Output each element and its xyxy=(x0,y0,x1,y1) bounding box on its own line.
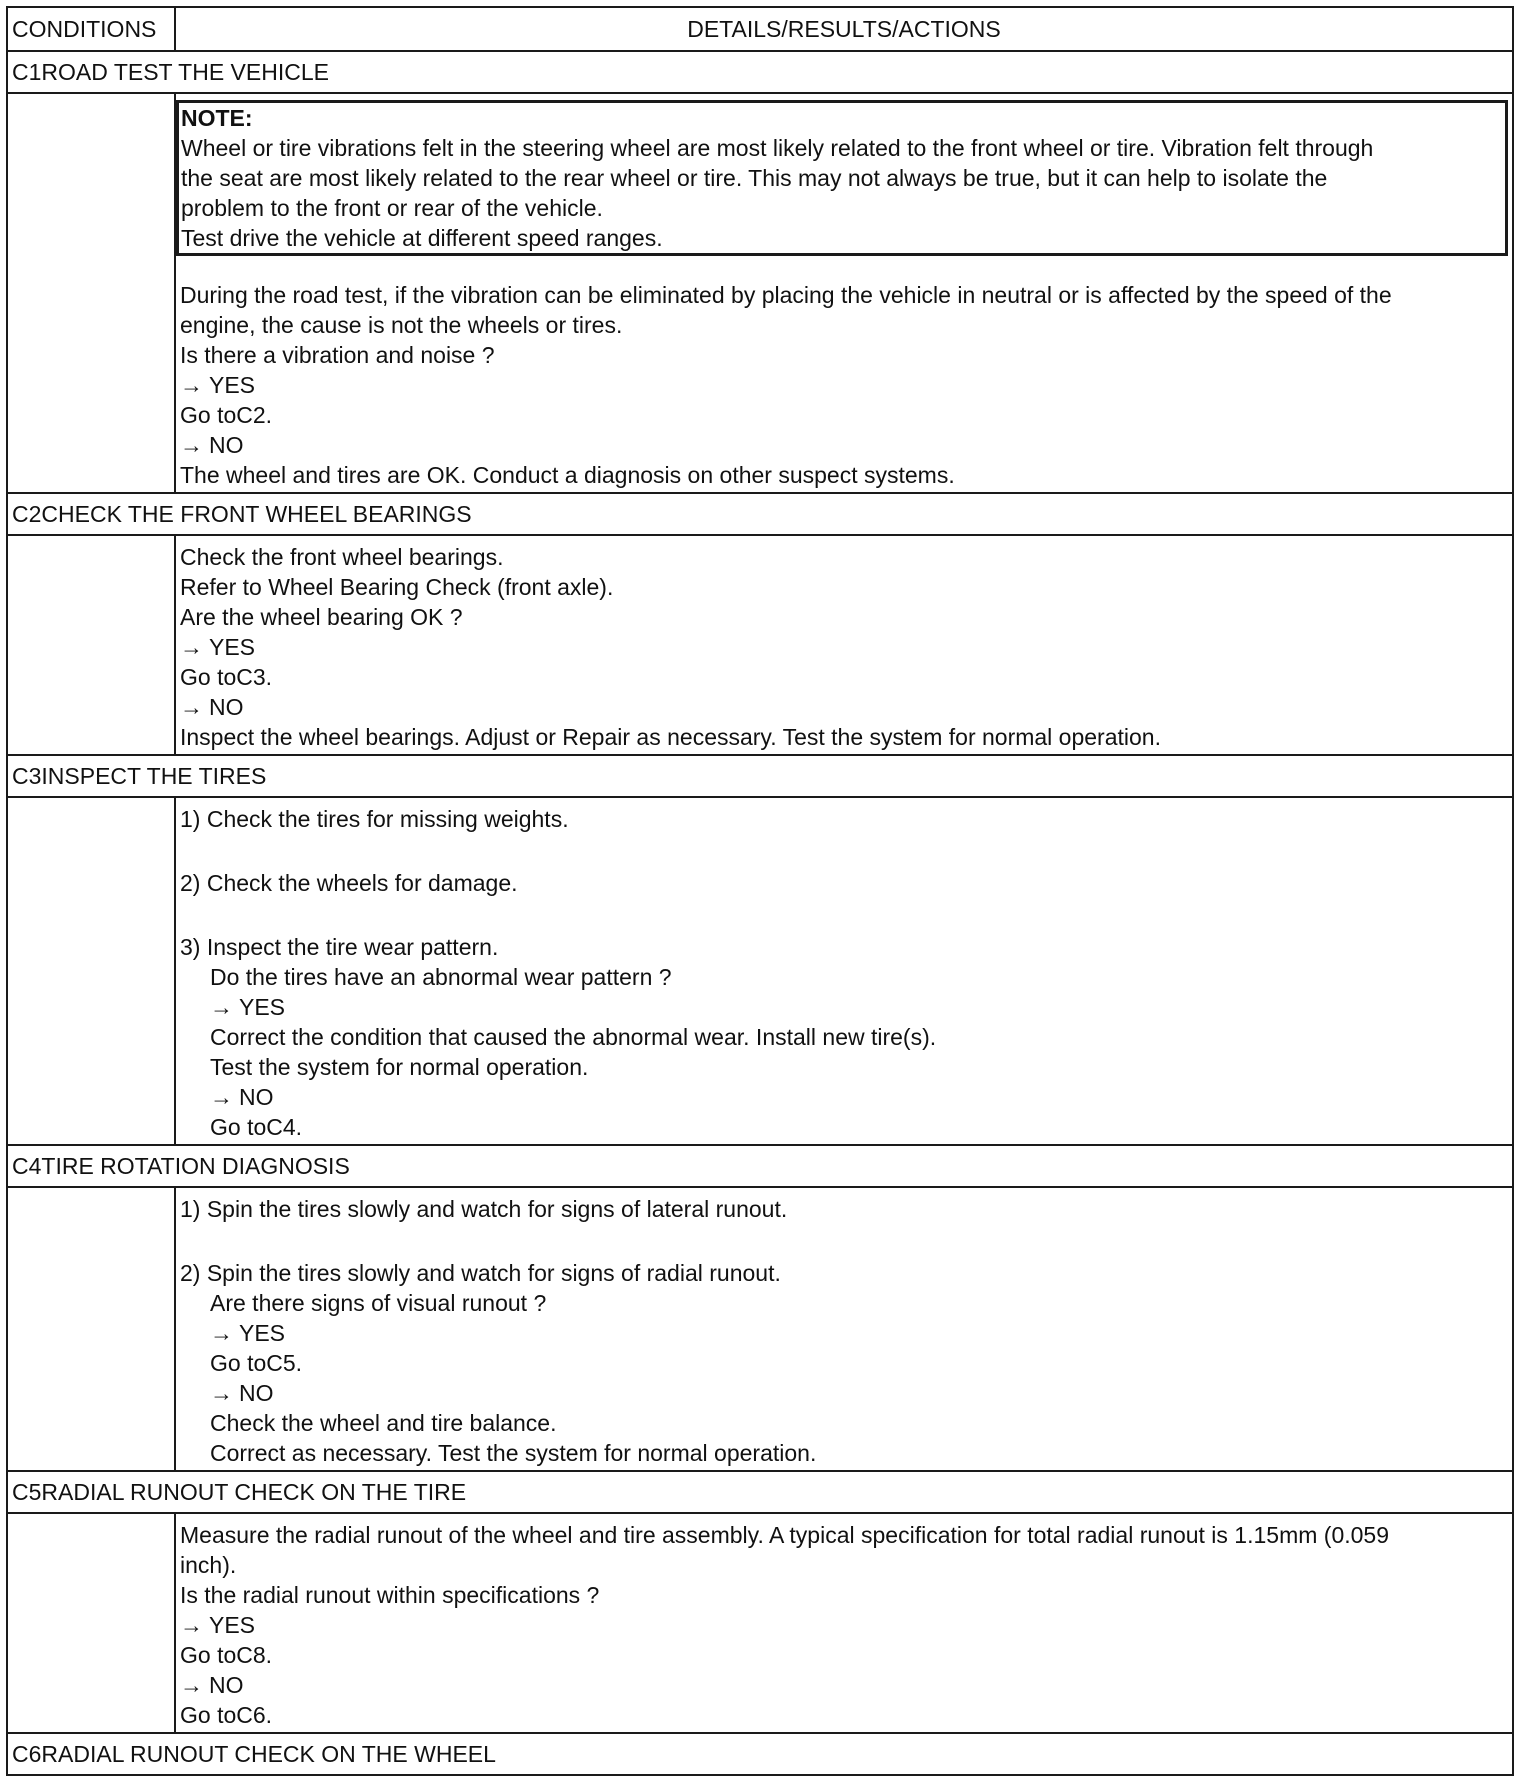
no-action: Inspect the wheel bearings. Adjust or Repair as necessary. Test the system for normal operation. xyxy=(180,724,1161,750)
no-action: The wheel and tires are OK. Conduct a diagnosis on other suspect systems. xyxy=(180,462,955,488)
step-c5-details xyxy=(175,1513,1513,1733)
step-c3-title: C3INSPECT THE TIRES xyxy=(7,755,1513,797)
step-title-row xyxy=(7,493,1513,535)
step-body-row xyxy=(7,535,1513,755)
yes-branch: → YES xyxy=(180,370,1508,400)
question-line: Are the wheel bearing OK ? xyxy=(180,604,463,630)
step-c4-details xyxy=(175,1187,1513,1471)
no-branch: → NO xyxy=(180,1378,1508,1408)
header-row xyxy=(7,7,1513,51)
numbered-step: 1) Check the tires for missing weights. xyxy=(180,806,569,832)
step-title-row xyxy=(7,1145,1513,1187)
step-c4-title: C4TIRE ROTATION DIAGNOSIS xyxy=(7,1145,1513,1187)
step-c2-title: C2CHECK THE FRONT WHEEL BEARINGS xyxy=(7,493,1513,535)
step-body-row xyxy=(7,1187,1513,1471)
step-title-row xyxy=(7,1733,1513,1775)
no-branch: → NO xyxy=(180,430,1508,460)
detail-line: engine, the cause is not the wheels or tires. xyxy=(180,312,623,338)
numbered-step: 2) Check the wheels for damage. xyxy=(180,870,518,896)
conditions-cell xyxy=(7,1513,175,1733)
yes-action: Go toC3. xyxy=(180,664,273,690)
detail-line: Check the front wheel bearings. xyxy=(180,544,504,570)
step-c6-title: C6RADIAL RUNOUT CHECK ON THE WHEEL xyxy=(7,1733,1513,1775)
reference-line: Refer to Wheel Bearing Check (front axle). xyxy=(180,574,614,600)
step-c5-title: C5RADIAL RUNOUT CHECK ON THE TIRE xyxy=(7,1471,1513,1513)
details-column-header: DETAILS/RESULTS/ACTIONS xyxy=(175,7,1513,51)
no-action: Go toC6. xyxy=(180,1702,273,1728)
step-title-row xyxy=(7,755,1513,797)
step-title-row xyxy=(7,51,1513,93)
yes-action: Correct the condition that caused the abnormal wear. Install new tire(s). xyxy=(210,1024,937,1050)
note-box xyxy=(176,100,1508,256)
numbered-step: 1) Spin the tires slowly and watch for signs of lateral runout. xyxy=(180,1196,788,1222)
yes-action: Go toC8. xyxy=(180,1642,273,1668)
numbered-step: 2) Spin the tires slowly and watch for signs of radial runout. xyxy=(180,1260,781,1286)
detail-line: Measure the radial runout of the wheel and tire assembly. A typical specification for total radial runout is 1.15mm (0.059 xyxy=(180,1522,1389,1548)
yes-branch: → YES xyxy=(180,1318,1508,1348)
step-c1-title: C1ROAD TEST THE VEHICLE xyxy=(7,51,1513,93)
step-c2-details xyxy=(175,535,1513,755)
no-branch: → NO xyxy=(180,1082,1508,1112)
step-body-row xyxy=(7,93,1513,493)
conditions-cell xyxy=(7,93,175,493)
question-line: Are there signs of visual runout ? xyxy=(210,1290,547,1316)
detail-line: inch). xyxy=(180,1552,237,1578)
note-line: Test drive the vehicle at different speed ranges. xyxy=(181,225,663,251)
step-c3-details xyxy=(175,797,1513,1145)
no-action: Correct as necessary. Test the system for normal operation. xyxy=(210,1440,817,1466)
detail-line: During the road test, if the vibration can be eliminated by placing the vehicle in neutral or is affected by the speed of the xyxy=(180,282,1392,308)
conditions-cell xyxy=(7,1187,175,1471)
no-branch: → NO xyxy=(180,1670,1508,1700)
note-label: NOTE: xyxy=(181,105,253,131)
note-line: Wheel or tire vibrations felt in the steering wheel are most likely related to the front wheel or tire. Vibration felt through xyxy=(181,135,1374,161)
conditions-cell xyxy=(7,535,175,755)
yes-action: Go toC5. xyxy=(210,1350,303,1376)
no-branch: → NO xyxy=(180,692,1508,722)
conditions-column-header: CONDITIONS xyxy=(7,7,175,51)
question-line: Is there a vibration and noise ? xyxy=(180,342,495,368)
question-line: Do the tires have an abnormal wear pattern ? xyxy=(210,964,672,990)
yes-action: Test the system for normal operation. xyxy=(210,1054,589,1080)
yes-action: Go toC2. xyxy=(180,402,273,428)
diagnostic-table xyxy=(6,6,1514,1776)
no-action: Go toC4. xyxy=(210,1114,303,1140)
numbered-step: 3) Inspect the tire wear pattern. xyxy=(180,934,499,960)
step-c1-details xyxy=(175,93,1513,493)
question-line: Is the radial runout within specifications ? xyxy=(180,1582,600,1608)
yes-branch: → YES xyxy=(180,632,1508,662)
yes-branch: → YES xyxy=(180,1610,1508,1640)
step-body-row xyxy=(7,1513,1513,1733)
conditions-cell xyxy=(7,797,175,1145)
no-action: Check the wheel and tire balance. xyxy=(210,1410,557,1436)
step-title-row xyxy=(7,1471,1513,1513)
note-line: problem to the front or rear of the vehicle. xyxy=(181,195,603,221)
yes-branch: → YES xyxy=(180,992,1508,1022)
step-body-row xyxy=(7,797,1513,1145)
note-line: the seat are most likely related to the rear wheel or tire. This may not always be true, but it can help to isolate the xyxy=(181,165,1328,191)
